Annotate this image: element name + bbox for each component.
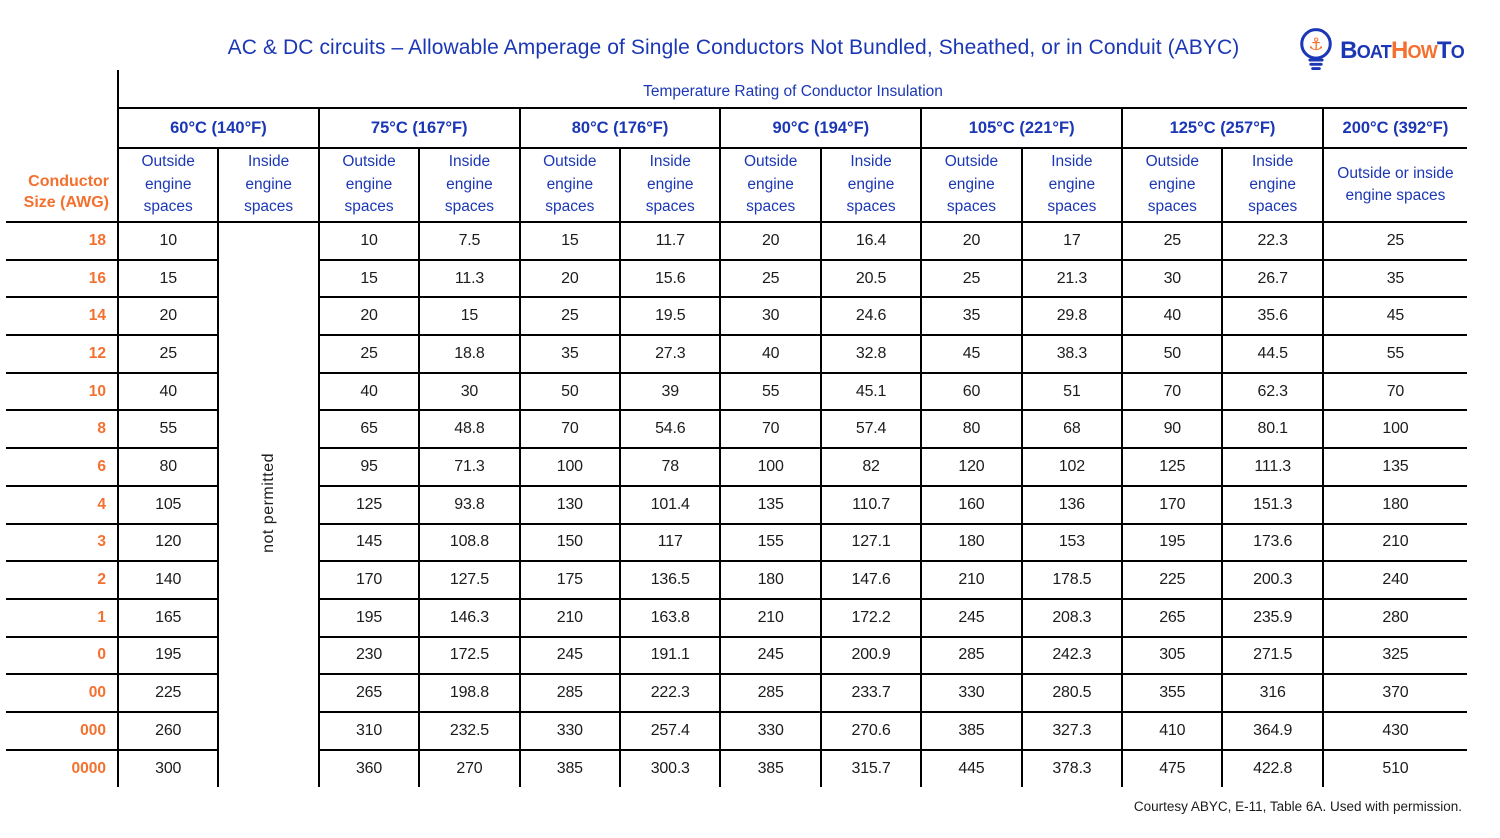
amperage-cell: 15 (118, 260, 218, 298)
amperage-cell: 200.9 (821, 637, 921, 675)
amperage-cell: 155 (720, 524, 820, 562)
temp-header: 80°C (176°F) (520, 108, 721, 148)
amperage-cell: 55 (1323, 335, 1467, 373)
amperage-cell: 20 (520, 260, 620, 298)
amperage-cell: 140 (118, 561, 218, 599)
amperage-cell: 45.1 (821, 373, 921, 411)
column-header: Outside engine spaces (118, 148, 218, 222)
amperage-cell: 233.7 (821, 674, 921, 712)
amperage-cell: 78 (620, 448, 720, 486)
amperage-cell: 172.5 (419, 637, 519, 675)
amperage-cell: 330 (921, 674, 1021, 712)
awg-size-label: 3 (6, 524, 118, 562)
amperage-cell: 210 (1323, 524, 1467, 562)
amperage-cell: 20 (720, 222, 820, 260)
amperage-cell: 40 (319, 373, 419, 411)
amperage-cell: 151.3 (1222, 486, 1322, 524)
amperage-cell: 51 (1022, 373, 1122, 411)
corner-cell (6, 108, 118, 148)
amperage-cell: 20.5 (821, 260, 921, 298)
amperage-cell: 430 (1323, 712, 1467, 750)
amperage-cell: 68 (1022, 410, 1122, 448)
amperage-cell: 510 (1323, 750, 1467, 788)
awg-size-label: 12 (6, 335, 118, 373)
amperage-cell: 100 (720, 448, 820, 486)
amperage-cell: 70 (1323, 373, 1467, 411)
amperage-cell: 20 (319, 297, 419, 335)
amperage-cell: 200.3 (1222, 561, 1322, 599)
amperage-cell: 147.6 (821, 561, 921, 599)
awg-size-label: 16 (6, 260, 118, 298)
amperage-cell: 305 (1122, 637, 1222, 675)
lightbulb-anchor-icon (1297, 26, 1335, 76)
amperage-cell: 25 (1122, 222, 1222, 260)
amperage-cell: 330 (720, 712, 820, 750)
amperage-cell: 170 (319, 561, 419, 599)
amperage-cell: 364.9 (1222, 712, 1322, 750)
amperage-cell: 160 (921, 486, 1021, 524)
amperage-cell: 7.5 (419, 222, 519, 260)
awg-size-label: 18 (6, 222, 118, 260)
amperage-cell: 55 (118, 410, 218, 448)
amperage-cell: 27.3 (620, 335, 720, 373)
temp-header: 125°C (257°F) (1122, 108, 1323, 148)
amperage-cell: 315.7 (821, 750, 921, 788)
amperage-cell: 35 (1323, 260, 1467, 298)
amperage-cell: 93.8 (419, 486, 519, 524)
temp-header: 90°C (194°F) (720, 108, 921, 148)
amperage-cell: 102 (1022, 448, 1122, 486)
amperage-cell: 355 (1122, 674, 1222, 712)
amperage-cell: 173.6 (1222, 524, 1322, 562)
amperage-cell: 146.3 (419, 599, 519, 637)
amperage-cell: 40 (118, 373, 218, 411)
amperage-cell: 16.4 (821, 222, 921, 260)
amperage-cell: 150 (520, 524, 620, 562)
temp-header: 105°C (221°F) (921, 108, 1122, 148)
amperage-cell: 60 (921, 373, 1021, 411)
amperage-cell: 280.5 (1022, 674, 1122, 712)
amperage-cell: 35 (921, 297, 1021, 335)
amperage-cell: 445 (921, 750, 1021, 788)
credit-text: Courtesy ABYC, E-11, Table 6A. Used with permission. (1133, 799, 1462, 814)
amperage-cell: 26.7 (1222, 260, 1322, 298)
amperage-cell: 136 (1022, 486, 1122, 524)
amperage-cell: 32.8 (821, 335, 921, 373)
awg-size-label: 00 (6, 674, 118, 712)
amperage-cell: 222.3 (620, 674, 720, 712)
page-title: AC & DC circuits – Allowable Amperage of Single Conductors Not Bundled, Sheathed, or in Conduit (ABYC) (227, 36, 1240, 59)
awg-size-label: 10 (6, 373, 118, 411)
amperage-cell: 111.3 (1222, 448, 1322, 486)
anchor-icon: ⚓ (1308, 35, 1324, 56)
amperage-cell: 125 (1122, 448, 1222, 486)
amperage-cell: 25 (319, 335, 419, 373)
amperage-cell: 18.8 (419, 335, 519, 373)
amperage-cell: 180 (720, 561, 820, 599)
amperage-cell: 24.6 (821, 297, 921, 335)
amperage-cell: 90 (1122, 410, 1222, 448)
amperage-cell: 45 (921, 335, 1021, 373)
amperage-cell: 178.5 (1022, 561, 1122, 599)
amperage-cell: 21.3 (1022, 260, 1122, 298)
amperage-cell: 50 (1122, 335, 1222, 373)
awg-size-label: 4 (6, 486, 118, 524)
awg-size-label: 2 (6, 561, 118, 599)
column-header-row (6, 148, 1467, 222)
temp-header: 200°C (392°F) (1323, 108, 1467, 148)
amperage-cell: 40 (720, 335, 820, 373)
amperage-cell: 65 (319, 410, 419, 448)
awg-size-label: 0000 (6, 750, 118, 788)
column-header: Inside engine spaces (419, 148, 519, 222)
amperage-cell: 145 (319, 524, 419, 562)
amperage-cell: 82 (821, 448, 921, 486)
amperage-cell: 120 (921, 448, 1021, 486)
amperage-cell: 44.5 (1222, 335, 1322, 373)
amperage-cell: 100 (1323, 410, 1467, 448)
amperage-cell: 62.3 (1222, 373, 1322, 411)
amperage-cell: 271.5 (1222, 637, 1322, 675)
amperage-cell: 285 (520, 674, 620, 712)
amperage-cell: 25 (520, 297, 620, 335)
row-header-line1: Conductor (28, 172, 110, 190)
amperage-cell: 285 (921, 637, 1021, 675)
amperage-cell: 135 (1323, 448, 1467, 486)
amperage-cell: 10 (319, 222, 419, 260)
awg-size-label: 8 (6, 410, 118, 448)
awg-size-label: 1 (6, 599, 118, 637)
amperage-cell: 240 (1323, 561, 1467, 599)
column-header: Outside engine spaces (319, 148, 419, 222)
awg-size-label: 0 (6, 637, 118, 675)
column-header: Outside engine spaces (520, 148, 620, 222)
amperage-cell: 117 (620, 524, 720, 562)
amperage-cell: 125 (319, 486, 419, 524)
amperage-cell: 80 (921, 410, 1021, 448)
amperage-table (6, 70, 1467, 787)
boathowto-logo (1297, 26, 1464, 76)
table-row (6, 222, 1467, 260)
amperage-cell: 316 (1222, 674, 1322, 712)
logo-part: BOAT (1340, 37, 1391, 64)
amperage-cell: 110.7 (821, 486, 921, 524)
amperage-cell: 55 (720, 373, 820, 411)
amperage-cell: 265 (319, 674, 419, 712)
amperage-cell: 80 (118, 448, 218, 486)
amperage-cell: 153 (1022, 524, 1122, 562)
column-header: Inside engine spaces (821, 148, 921, 222)
amperage-cell: 10 (118, 222, 218, 260)
row-header (6, 148, 118, 222)
amperage-cell: 330 (520, 712, 620, 750)
amperage-cell: 245 (921, 599, 1021, 637)
amperage-cell: 71.3 (419, 448, 519, 486)
amperage-cell: 327.3 (1022, 712, 1122, 750)
amperage-cell: 285 (720, 674, 820, 712)
amperage-cell: 101.4 (620, 486, 720, 524)
span-header-row (6, 70, 1467, 108)
amperage-cell: 136.5 (620, 561, 720, 599)
amperage-cell: 95 (319, 448, 419, 486)
corner-cell (6, 70, 118, 108)
amperage-cell: 175 (520, 561, 620, 599)
amperage-cell: 70 (720, 410, 820, 448)
amperage-cell: 15 (319, 260, 419, 298)
amperage-cell: 210 (720, 599, 820, 637)
amperage-cell: 20 (118, 297, 218, 335)
amperage-cell: 300.3 (620, 750, 720, 788)
amperage-cell: 30 (419, 373, 519, 411)
amperage-cell: 38.3 (1022, 335, 1122, 373)
amperage-cell: 180 (921, 524, 1021, 562)
amperage-cell: 225 (1122, 561, 1222, 599)
amperage-cell: 20 (921, 222, 1021, 260)
amperage-cell: 105 (118, 486, 218, 524)
column-header: Outside or inside engine spaces (1323, 148, 1467, 222)
amperage-cell: 191.1 (620, 637, 720, 675)
amperage-cell: 163.8 (620, 599, 720, 637)
amperage-cell: 245 (720, 637, 820, 675)
column-header: Outside engine spaces (921, 148, 1021, 222)
column-header: Outside engine spaces (1122, 148, 1222, 222)
amperage-cell: 11.7 (620, 222, 720, 260)
amperage-cell: 325 (1323, 637, 1467, 675)
amperage-cell: 235.9 (1222, 599, 1322, 637)
amperage-cell: 80.1 (1222, 410, 1322, 448)
amperage-cell: 385 (720, 750, 820, 788)
amperage-cell: 378.3 (1022, 750, 1122, 788)
amperage-cell: 310 (319, 712, 419, 750)
amperage-cell: 57.4 (821, 410, 921, 448)
not-permitted-label: not permitted (259, 452, 277, 553)
amperage-cell: 257.4 (620, 712, 720, 750)
amperage-cell: 54.6 (620, 410, 720, 448)
amperage-cell: 260 (118, 712, 218, 750)
amperage-cell: 35 (520, 335, 620, 373)
amperage-cell: 210 (921, 561, 1021, 599)
amperage-cell: 15 (520, 222, 620, 260)
amperage-cell: 165 (118, 599, 218, 637)
amperage-cell: 29.8 (1022, 297, 1122, 335)
logo-text (1340, 37, 1464, 65)
column-header: Inside engine spaces (218, 148, 318, 222)
amperage-cell: 270 (419, 750, 519, 788)
amperage-cell: 30 (720, 297, 820, 335)
column-header: Inside engine spaces (1022, 148, 1122, 222)
amperage-cell: 11.3 (419, 260, 519, 298)
amperage-cell: 15 (419, 297, 519, 335)
amperage-cell: 25 (1323, 222, 1467, 260)
amperage-cell: 230 (319, 637, 419, 675)
amperage-cell: 360 (319, 750, 419, 788)
amperage-cell: 135 (720, 486, 820, 524)
not-permitted-cell (218, 222, 318, 787)
amperage-cell: 195 (118, 637, 218, 675)
amperage-cell: 208.3 (1022, 599, 1122, 637)
awg-size-label: 14 (6, 297, 118, 335)
header-bar (0, 0, 1500, 70)
amperage-cell: 198.8 (419, 674, 519, 712)
row-header-line2: Size (AWG) (23, 194, 110, 212)
column-header: Outside engine spaces (720, 148, 820, 222)
amperage-cell: 172.2 (821, 599, 921, 637)
amperage-cell: 39 (620, 373, 720, 411)
amperage-cell: 225 (118, 674, 218, 712)
temp-header: 75°C (167°F) (319, 108, 520, 148)
amperage-cell: 270.6 (821, 712, 921, 750)
awg-size-label: 6 (6, 448, 118, 486)
amperage-cell: 370 (1323, 674, 1467, 712)
amperage-cell: 475 (1122, 750, 1222, 788)
amperage-cell: 280 (1323, 599, 1467, 637)
amperage-cell: 70 (520, 410, 620, 448)
amperage-cell: 170 (1122, 486, 1222, 524)
amperage-cell: 50 (520, 373, 620, 411)
temp-header: 60°C (140°F) (118, 108, 319, 148)
column-header: Inside engine spaces (620, 148, 720, 222)
amperage-cell: 108.8 (419, 524, 519, 562)
awg-size-label: 000 (6, 712, 118, 750)
logo-part: TO (1436, 37, 1464, 64)
logo-part: HOW (1390, 37, 1437, 64)
amperage-cell: 25 (921, 260, 1021, 298)
amperage-cell: 35.6 (1222, 297, 1322, 335)
amperage-cell: 127.1 (821, 524, 921, 562)
amperage-cell: 210 (520, 599, 620, 637)
amperage-cell: 30 (1122, 260, 1222, 298)
amperage-cell: 15.6 (620, 260, 720, 298)
amperage-cell: 120 (118, 524, 218, 562)
amperage-cell: 22.3 (1222, 222, 1322, 260)
column-header: Inside engine spaces (1222, 148, 1322, 222)
amperage-cell: 180 (1323, 486, 1467, 524)
amperage-cell: 195 (1122, 524, 1222, 562)
amperage-cell: 127.5 (419, 561, 519, 599)
amperage-cell: 195 (319, 599, 419, 637)
amperage-cell: 19.5 (620, 297, 720, 335)
amperage-cell: 242.3 (1022, 637, 1122, 675)
amperage-cell: 70 (1122, 373, 1222, 411)
amperage-cell: 45 (1323, 297, 1467, 335)
amperage-cell: 410 (1122, 712, 1222, 750)
amperage-cell: 40 (1122, 297, 1222, 335)
amperage-cell: 232.5 (419, 712, 519, 750)
amperage-cell: 100 (520, 448, 620, 486)
amperage-cell: 17 (1022, 222, 1122, 260)
amperage-cell: 385 (921, 712, 1021, 750)
amperage-cell: 245 (520, 637, 620, 675)
amperage-cell: 300 (118, 750, 218, 788)
amperage-cell: 25 (118, 335, 218, 373)
amperage-cell: 48.8 (419, 410, 519, 448)
amperage-cell: 265 (1122, 599, 1222, 637)
amperage-cell: 422.8 (1222, 750, 1322, 788)
amperage-cell: 130 (520, 486, 620, 524)
temp-header-row (6, 108, 1467, 148)
amperage-cell: 25 (720, 260, 820, 298)
amperage-cell: 385 (520, 750, 620, 788)
span-header: Temperature Rating of Conductor Insulation (118, 70, 1467, 108)
